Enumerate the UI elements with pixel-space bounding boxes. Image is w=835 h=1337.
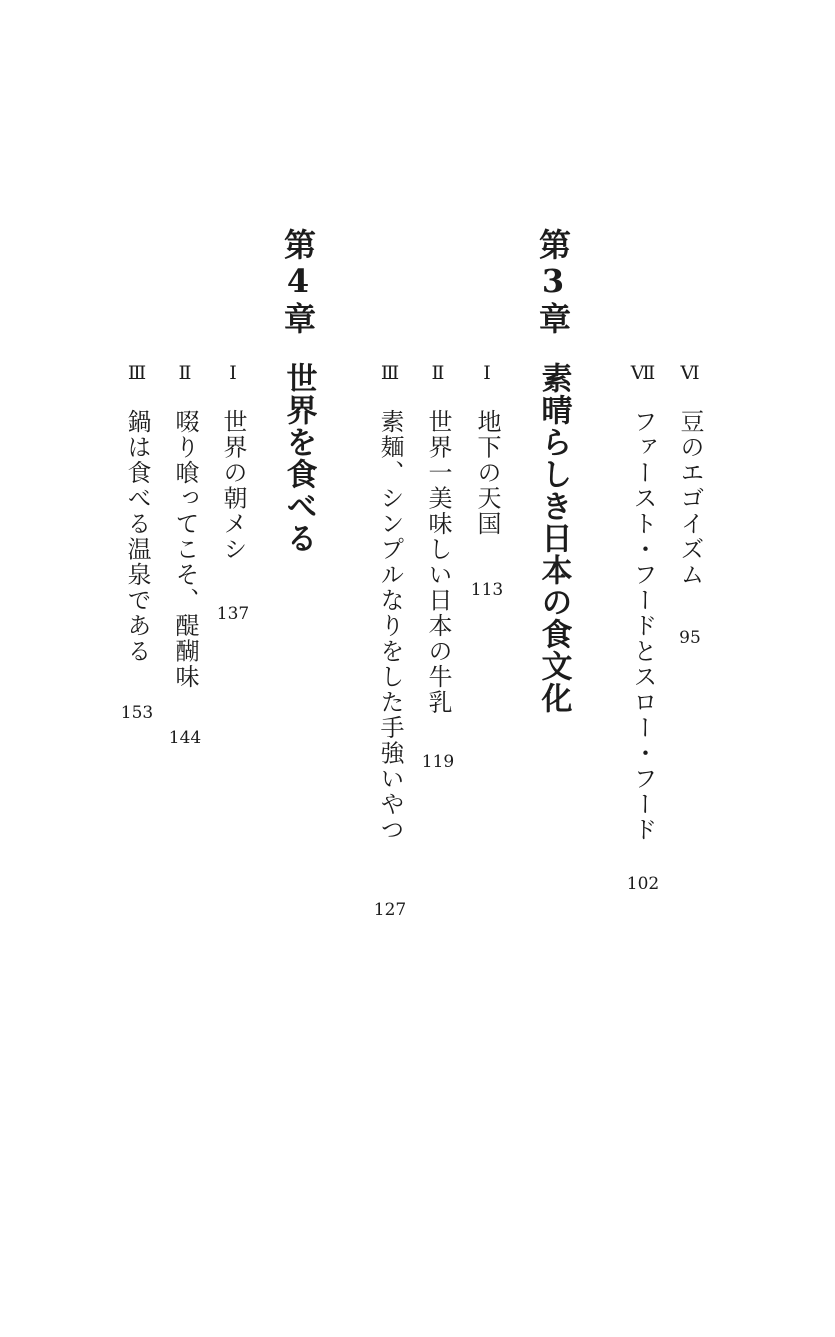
toc-entry-4-2	[165, 0, 205, 1337]
section-title: 豆のエゴイズム	[676, 409, 704, 588]
toc-entry-3-1	[467, 0, 507, 1337]
section-title: 世界一美味しい日本の牛乳	[424, 409, 452, 715]
page-number: 95	[679, 628, 701, 648]
chapter-title: 世界を食べる	[280, 362, 317, 554]
section-title: 鍋は食べる温泉である	[123, 409, 151, 664]
chapter-3-heading	[533, 0, 573, 1337]
section-numeral: Ⅲ	[127, 362, 147, 384]
page-number: 153	[120, 703, 154, 723]
section-title: ファースト・フードとスロー・フード	[629, 409, 657, 843]
page-number: 113	[470, 580, 504, 600]
chapter-title: 素晴らしき日本の食文化	[535, 362, 572, 714]
page-number: 119	[421, 752, 455, 772]
toc-entry-7	[623, 0, 663, 1337]
toc-entry-6	[670, 0, 710, 1337]
section-numeral: Ⅱ	[431, 362, 445, 384]
section-title: 世界の朝メシ	[219, 409, 247, 562]
section-title: 素麺、シンプルなりをした手強いやつ	[376, 409, 404, 843]
section-numeral: Ⅰ	[229, 362, 237, 384]
page-number: 102	[626, 874, 660, 894]
toc-entry-3-3	[370, 0, 410, 1337]
page-number: 144	[168, 728, 202, 748]
section-numeral: Ⅱ	[178, 362, 192, 384]
toc-entry-4-1	[213, 0, 253, 1337]
chapter-4-heading	[278, 0, 318, 1337]
section-title: 啜り喰ってこそ、醍醐味	[171, 409, 199, 690]
chapter-label: 第3章	[534, 228, 572, 336]
section-numeral: Ⅰ	[483, 362, 491, 384]
chapter-label: 第4章	[279, 228, 317, 336]
section-numeral: Ⅶ	[630, 362, 656, 384]
section-numeral: Ⅲ	[380, 362, 400, 384]
toc-entry-4-3	[117, 0, 157, 1337]
section-title: 地下の天国	[473, 409, 501, 537]
section-numeral: Ⅵ	[680, 362, 700, 384]
toc-entry-3-2	[418, 0, 458, 1337]
page-number: 137	[216, 604, 250, 624]
page-number: 127	[373, 900, 407, 920]
